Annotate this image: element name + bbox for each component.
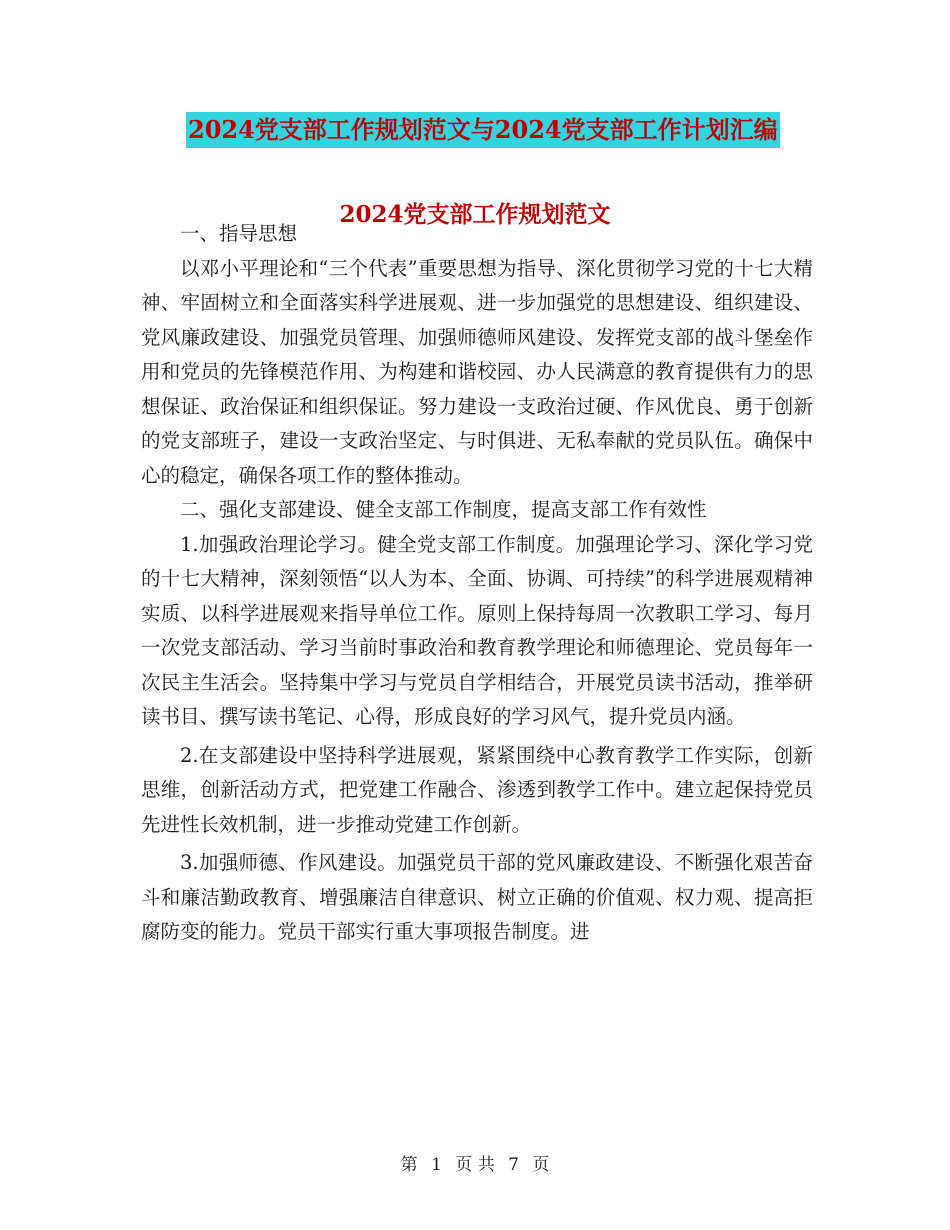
footer-middle: 页 共 <box>455 1155 495 1175</box>
footer-prefix: 第 <box>400 1155 418 1175</box>
page-footer <box>0 1153 950 1177</box>
paragraph-item-3: 3.加强师德、作风建设。加强党员干部的党风廉政建设、不断强化艰苦奋斗和廉洁勤政教育、增强廉洁自律意识、树立正确的价值观、权力观、提高拒腐防变的能力。党员干部实行重大事项报告制度。进 <box>141 851 813 943</box>
paragraph-guiding-ideology: 以邓小平理论和“三个代表”重要思想为指导、深化贯彻学习党的十七大精神、牢固树立和全面落实科学进展观、进一步加强党的思想建设、组织建设、党风廉政建设、加强党员管理、加强师德师风建设、发挥党支部的战斗堡垒作用和党员的先锋模范作用、为构建和谐校园、办人民满意的教育提供有力的思想保证、政治保证和组织保证。努力建设一支政治过硬、作风优良、勇于创新的党支部班子，建设一支政治坚定、与时俱进、无私奉献的党员队伍。确保中心的稳定，确保各项工作的整体推动。 <box>141 256 813 487</box>
section-title: 2024党支部工作规划范文 <box>339 201 611 228</box>
footer-total-pages: 7 <box>508 1155 519 1175</box>
paragraph-item-1: 1.加强政治理论学习。健全党支部工作制度。加强理论学习、深化学习党的十七大精神，深刻领悟“以人为本、全面、协调、可持续”的科学进展观精神实质、以科学进展观来指导单位工作。原则上保持每周一次教职工学习、每月一次党支部活动、学习当前时事政治和教育教学理论和师德理论、党员每年一次民主生活会。坚持集中学习与党员自学相结合，开展党员读书活动，推举研读书目、撰写读书笔记、心得，形成良好的学习风气，提升党员内涵。 <box>141 532 813 728</box>
paragraph-item-2: 2.在支部建设中坚持科学进展观，紧紧围绕中心教育教学工作实际，创新思维，创新活动方式，把党建工作融合、渗透到教学工作中。建立起保持党员先进性长效机制，进一步推动党建工作创新。 <box>141 743 813 836</box>
paragraph-heading-branch-building: 二、强化支部建设、健全支部工作制度，提高支部工作有效性 <box>180 498 707 521</box>
document-body <box>141 217 813 950</box>
footer-page-number: 1 <box>431 1155 442 1175</box>
paragraph-heading-guiding-ideology: 一、指导思想 <box>180 222 298 245</box>
footer-suffix: 页 <box>532 1155 550 1175</box>
document-main-title: 2024党支部工作规划范文与2024党支部工作计划汇编 <box>186 112 780 148</box>
